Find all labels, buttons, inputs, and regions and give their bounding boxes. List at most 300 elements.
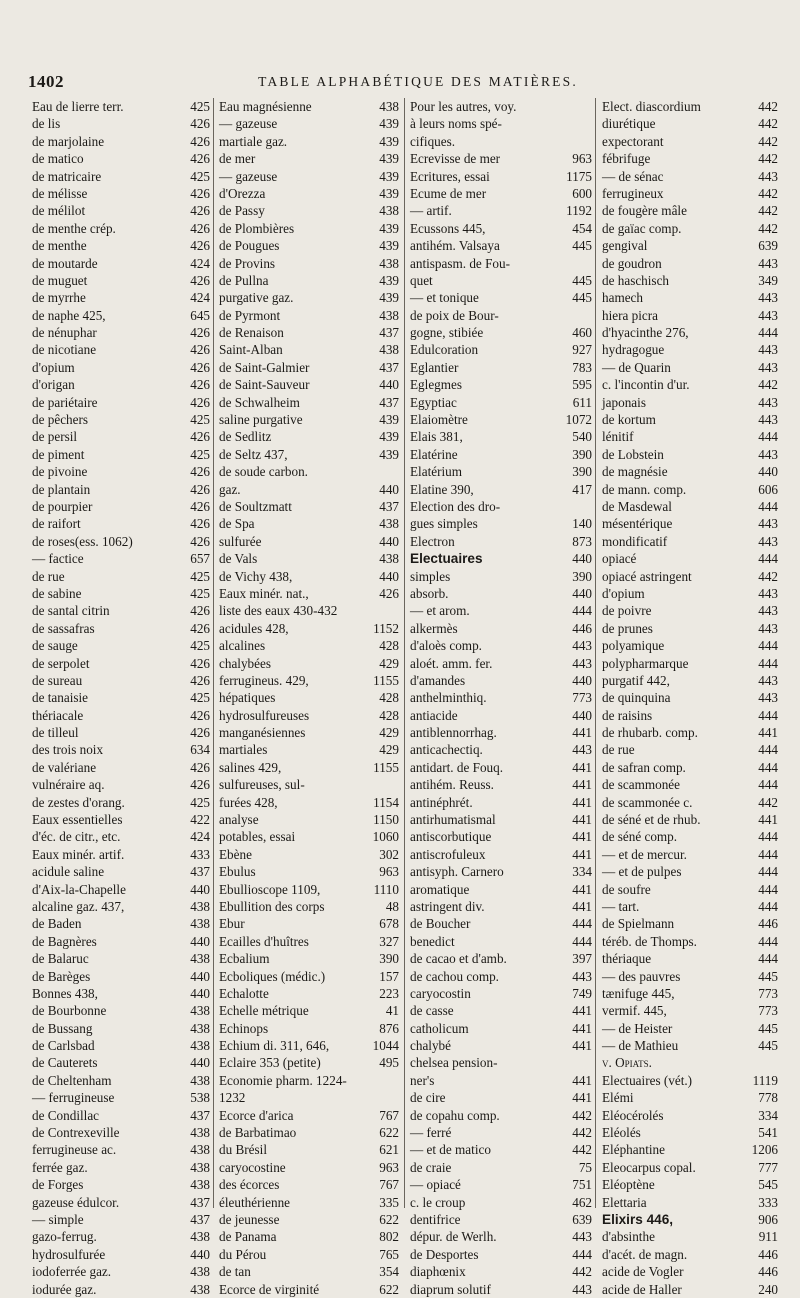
entry-page-ref: 445 — [572, 272, 592, 288]
entry-page-ref: 438 — [379, 342, 399, 358]
entry-term: de cacao et d'amb. — [410, 951, 507, 967]
entry-term: de pêchers — [32, 412, 89, 428]
entry-page-ref: 495 — [379, 1055, 399, 1071]
entry-page-ref: 397 — [572, 951, 592, 967]
index-entry — [219, 776, 399, 793]
index-entry — [602, 637, 778, 654]
index-entry — [602, 202, 778, 219]
entry-term: de Forges — [32, 1177, 84, 1193]
entry-page-ref: 767 — [379, 1177, 399, 1193]
index-entry — [602, 1124, 778, 1141]
index-entry — [602, 1107, 778, 1124]
entry-page-ref: 444 — [758, 429, 778, 445]
entry-page-ref: 426 — [190, 394, 210, 410]
entry-page-ref: 444 — [758, 551, 778, 567]
entry-term: Eléoptène — [602, 1177, 655, 1193]
entry-page-ref: 438 — [190, 1038, 210, 1054]
entry-page-ref: 1155 — [373, 759, 399, 775]
index-entry — [219, 724, 399, 741]
index-entry — [410, 1246, 592, 1263]
index-entry — [219, 1176, 399, 1193]
entry-page-ref: 425 — [190, 168, 210, 184]
entry-page-ref: 429 — [379, 725, 399, 741]
index-entry — [32, 115, 210, 132]
entry-term: thériaque — [602, 951, 652, 967]
entry-term: absorb. — [410, 585, 449, 601]
index-entry — [32, 1211, 210, 1228]
entry-page-ref: 778 — [758, 1090, 778, 1106]
index-entry — [410, 324, 592, 341]
entry-term: de Vals — [219, 551, 258, 567]
entry-page-ref: 426 — [190, 777, 210, 793]
entry-term: Elais 381, — [410, 429, 463, 445]
entry-page-ref: 425 — [190, 99, 210, 114]
index-entry — [32, 881, 210, 898]
index-entry — [32, 602, 210, 619]
entry-term: Echalotte — [219, 985, 269, 1001]
entry-page-ref: 75 — [578, 1159, 592, 1175]
entry-term: d'absinthe — [602, 1229, 655, 1245]
entry-page-ref: 437 — [379, 325, 399, 341]
entry-page-ref: 439 — [379, 185, 399, 201]
index-entry — [219, 846, 399, 863]
entry-term: de pariétaire — [32, 394, 98, 410]
entry-page-ref: 426 — [190, 342, 210, 358]
entry-page-ref: 963 — [379, 864, 399, 880]
index-entry — [410, 846, 592, 863]
index-entry — [410, 237, 592, 254]
entry-page-ref: 438 — [190, 1003, 210, 1019]
index-entry — [602, 1159, 778, 1176]
entry-page-ref: 443 — [572, 1229, 592, 1245]
index-entry — [410, 568, 592, 585]
entry-page-ref: 335 — [379, 1194, 399, 1210]
entry-term: hydrosulfureuses — [219, 707, 310, 723]
entry-page-ref — [589, 255, 592, 272]
entry-term: de Bagnères — [32, 933, 97, 949]
index-entry — [602, 341, 778, 358]
entry-page-ref: 927 — [572, 342, 592, 358]
index-columns — [32, 98, 778, 1297]
index-entry — [602, 707, 778, 724]
entry-term: de Pullna — [219, 272, 269, 288]
entry-term: de Condillac — [32, 1107, 100, 1123]
entry-page-ref: 426 — [190, 725, 210, 741]
entry-page-ref: 437 — [190, 864, 210, 880]
index-entry — [602, 1176, 778, 1193]
entry-page-ref: 445 — [758, 1038, 778, 1054]
index-entry — [219, 498, 399, 515]
index-entry — [32, 533, 210, 550]
index-entry — [219, 863, 399, 880]
index-entry — [410, 168, 592, 185]
entry-term: — de Heister — [602, 1020, 673, 1036]
entry-term: Eglegmes — [410, 377, 463, 393]
index-entry — [219, 289, 399, 306]
entry-term: de soufre — [602, 881, 651, 897]
index-entry — [602, 324, 778, 341]
entry-term: Elaiomètre — [410, 412, 468, 428]
entry-page-ref: 963 — [379, 1159, 399, 1175]
index-entry — [32, 481, 210, 498]
entry-page-ref: 439 — [379, 220, 399, 236]
index-entry — [602, 376, 778, 393]
index-entry — [602, 950, 778, 967]
entry-page-ref: 442 — [758, 794, 778, 810]
index-entry — [32, 220, 210, 237]
index-entry — [32, 968, 210, 985]
entry-term: de quinquina — [602, 690, 671, 706]
entry-page-ref: 441 — [572, 829, 592, 845]
index-entry — [219, 220, 399, 237]
index-entry — [32, 150, 210, 167]
entry-term: — factice — [32, 551, 84, 567]
index-entry — [410, 1176, 592, 1193]
index-entry — [410, 794, 592, 811]
entry-page-ref: 439 — [379, 168, 399, 184]
index-entry — [410, 724, 592, 741]
index-entry — [219, 759, 399, 776]
index-entry — [219, 620, 399, 637]
index-entry — [410, 115, 592, 132]
entry-term: de Renaison — [219, 325, 284, 341]
entry-term: de valériane — [32, 759, 97, 775]
entry-page-ref: 462 — [572, 1194, 592, 1210]
entry-page-ref: 443 — [758, 342, 778, 358]
entry-page-ref: 444 — [758, 898, 778, 914]
index-entry — [32, 776, 210, 793]
index-entry — [410, 359, 592, 376]
entry-page-ref: 438 — [379, 516, 399, 532]
index-entry — [32, 272, 210, 289]
index-entry — [410, 376, 592, 393]
entry-page-ref: 426 — [190, 220, 210, 236]
entry-page-ref: 1154 — [373, 794, 399, 810]
entry-page-ref: 444 — [758, 759, 778, 775]
index-entry — [410, 985, 592, 1002]
entry-term: — et tonique — [410, 290, 479, 306]
index-entry — [602, 741, 778, 758]
entry-term: d'aloès comp. — [410, 638, 482, 654]
entry-term: Ecorce d'arica — [219, 1107, 294, 1123]
index-entry — [410, 185, 592, 202]
index-entry — [602, 724, 778, 741]
index-entry — [32, 255, 210, 272]
index-entry — [32, 341, 210, 358]
entry-term: de scammonée c. — [602, 794, 693, 810]
entry-page-ref: 442 — [758, 116, 778, 132]
entry-term: du Pérou — [219, 1246, 267, 1262]
index-entry — [602, 620, 778, 637]
entry-page-ref: 48 — [385, 898, 399, 914]
entry-page-ref: 441 — [572, 759, 592, 775]
index-entry — [32, 1141, 210, 1158]
entry-page-ref: 444 — [758, 881, 778, 897]
entry-term: de Saint-Galmier — [219, 359, 310, 375]
entry-page-ref: 440 — [758, 464, 778, 480]
entry-page-ref: 443 — [758, 585, 778, 601]
entry-term: antiscrofuleux — [410, 846, 486, 862]
index-entry — [32, 307, 210, 324]
entry-term: analyse — [219, 812, 259, 828]
entry-term: diurétique — [602, 116, 656, 132]
entry-page-ref: 767 — [379, 1107, 399, 1123]
entry-term: antihém. Valsaya — [410, 238, 500, 254]
entry-page-ref: 426 — [190, 707, 210, 723]
entry-term: — tart. — [602, 898, 640, 914]
entry-term: gazeuse édulcor. — [32, 1194, 120, 1210]
entry-term: gues simples — [410, 516, 478, 532]
entry-term: ferrugineuse ac. — [32, 1142, 117, 1158]
index-entry — [602, 881, 778, 898]
entry-page-ref — [589, 98, 592, 115]
index-entry — [32, 933, 210, 950]
entry-page-ref: 426 — [190, 464, 210, 480]
entry-page-ref: 443 — [758, 672, 778, 688]
index-entry — [219, 568, 399, 585]
entry-page-ref: 1192 — [566, 203, 592, 219]
index-entry — [410, 1037, 592, 1054]
entry-page-ref: 426 — [190, 377, 210, 393]
index-entry — [32, 1054, 210, 1071]
entry-page-ref — [589, 498, 592, 515]
entry-page-ref: 426 — [190, 672, 210, 688]
entry-term: saline purgative — [219, 412, 303, 428]
entry-term: de tanaisie — [32, 690, 89, 706]
entry-page-ref: 446 — [572, 620, 592, 636]
index-entry — [602, 846, 778, 863]
entry-term: de persil — [32, 429, 78, 445]
entry-term: de Pyrmont — [219, 307, 281, 323]
index-entry — [410, 828, 592, 845]
entry-page-ref: 443 — [572, 968, 592, 984]
entry-term: Ecrevisse de mer — [410, 151, 501, 167]
index-entry — [219, 828, 399, 845]
entry-page-ref: 545 — [758, 1177, 778, 1193]
index-entry — [602, 515, 778, 532]
entry-term: de Masdewal — [602, 498, 672, 514]
entry-page-ref: 443 — [758, 620, 778, 636]
index-entry — [219, 1141, 399, 1158]
entry-page-ref: 439 — [379, 272, 399, 288]
entry-term: iodoferrée gaz. — [32, 1264, 112, 1280]
entry-term: Ebullition des corps — [219, 898, 325, 914]
index-entry — [410, 637, 592, 654]
entry-page-ref: 442 — [572, 1142, 592, 1158]
index-entry — [602, 1228, 778, 1245]
entry-term: antirhumatismal — [410, 812, 496, 828]
entry-page-ref: 442 — [758, 151, 778, 167]
entry-page-ref: 140 — [572, 516, 592, 532]
entry-page-ref — [396, 1072, 399, 1089]
entry-term: antinéphrét. — [410, 794, 473, 810]
entry-term: de soude carbon. — [219, 464, 308, 480]
entry-page-ref: 621 — [379, 1142, 399, 1158]
entry-page-ref: 678 — [379, 916, 399, 932]
index-entry — [32, 376, 210, 393]
entry-page-ref: 429 — [379, 655, 399, 671]
index-entry — [219, 1054, 399, 1071]
entry-term: Eleocarpus copal. — [602, 1159, 696, 1175]
entry-page-ref: 441 — [572, 898, 592, 914]
entry-page-ref: 645 — [190, 307, 210, 323]
entry-term: Election des dro- — [410, 498, 501, 514]
index-entry — [602, 1141, 778, 1158]
index-entry — [219, 324, 399, 341]
index-entry — [602, 863, 778, 880]
entry-page-ref: 443 — [758, 412, 778, 428]
entry-term: caryocostine — [219, 1159, 286, 1175]
entry-term: de mélisse — [32, 185, 88, 201]
entry-term: de matricaire — [32, 168, 102, 184]
entry-page-ref: 438 — [379, 255, 399, 271]
entry-page-ref: 439 — [379, 133, 399, 149]
entry-page-ref: 439 — [379, 116, 399, 132]
entry-page-ref: 426 — [190, 533, 210, 549]
entry-term: de Bussang — [32, 1020, 93, 1036]
entry-page-ref: 1044 — [372, 1038, 399, 1054]
entry-term: Elatérine — [410, 446, 458, 462]
entry-page-ref: 876 — [379, 1020, 399, 1036]
entry-page-ref: 425 — [190, 638, 210, 654]
entry-page-ref: 442 — [758, 568, 778, 584]
index-entry — [32, 428, 210, 445]
entry-page-ref: 749 — [572, 985, 592, 1001]
entry-page-ref: 443 — [758, 533, 778, 549]
entry-term: Elixirs 446, — [602, 1212, 674, 1227]
index-entry — [602, 689, 778, 706]
index-entry — [219, 533, 399, 550]
index-entry — [219, 446, 399, 463]
entry-page-ref: 424 — [190, 290, 210, 306]
index-entry — [32, 1072, 210, 1089]
entry-term: Echelle métrique — [219, 1003, 309, 1019]
index-entry — [410, 341, 592, 358]
entry-term: de Contrexeville — [32, 1125, 120, 1141]
index-entry — [602, 1072, 778, 1089]
index-column-2 — [219, 98, 399, 1297]
entry-page-ref: 440 — [190, 1055, 210, 1071]
entry-page-ref — [396, 463, 399, 480]
index-entry — [410, 1124, 592, 1141]
entry-page-ref: 440 — [379, 568, 399, 584]
index-entry — [602, 655, 778, 672]
index-entry — [219, 428, 399, 445]
entry-term: ferrugineus. 429, — [219, 672, 309, 688]
index-entry — [32, 185, 210, 202]
index-entry — [410, 1089, 592, 1106]
entry-term: acidule saline — [32, 864, 105, 880]
entry-term: de Passy — [219, 203, 265, 219]
entry-term: de séné et de rhub. — [602, 812, 701, 828]
entry-page-ref — [396, 602, 399, 619]
index-entry — [410, 272, 592, 289]
page-number: 1402 — [28, 72, 64, 91]
entry-page-ref: 433 — [190, 846, 210, 862]
index-entry — [410, 741, 592, 758]
entry-term: Economie pharm. 1224- — [219, 1072, 347, 1088]
entry-page-ref: 443 — [572, 638, 592, 654]
index-entry — [32, 1281, 210, 1298]
entry-term: Ecritures, essai — [410, 168, 490, 184]
entry-page-ref: 426 — [190, 151, 210, 167]
entry-term: Eléocérolés — [602, 1107, 664, 1123]
entry-term: de poivre — [602, 603, 652, 619]
entry-page-ref: 440 — [572, 551, 592, 567]
entry-page-ref: 438 — [190, 898, 210, 914]
index-entry — [602, 550, 778, 567]
entry-page-ref: 426 — [190, 481, 210, 497]
entry-term: mondificatif — [602, 533, 668, 549]
entry-term: dentifrice — [410, 1212, 461, 1227]
entry-page-ref: 963 — [572, 151, 592, 167]
entry-page-ref: 426 — [190, 238, 210, 254]
index-entry — [219, 481, 399, 498]
entry-page-ref: 444 — [572, 1246, 592, 1262]
entry-term: liste des eaux 430-432 — [219, 603, 338, 619]
index-entry — [602, 985, 778, 1002]
entry-page-ref: 390 — [572, 568, 592, 584]
entry-page-ref: 438 — [190, 916, 210, 932]
entry-term: tænifuge 445, — [602, 985, 675, 1001]
entry-term: expectorant — [602, 133, 664, 149]
entry-page-ref: 438 — [190, 1072, 210, 1088]
entry-term: antiscorbutique — [410, 829, 492, 845]
entry-term: de serpolet — [32, 655, 90, 671]
page-header — [28, 72, 772, 92]
entry-page-ref: 444 — [572, 933, 592, 949]
entry-page-ref: 538 — [190, 1090, 210, 1106]
entry-term: ferrugineux — [602, 185, 664, 201]
entry-term: de séné comp. — [602, 829, 678, 845]
entry-page-ref: 443 — [572, 1281, 592, 1297]
index-entry — [410, 446, 592, 463]
entry-term: diaphœnix — [410, 1264, 466, 1280]
entry-page-ref: 444 — [758, 638, 778, 654]
entry-page-ref: 445 — [572, 290, 592, 306]
entry-page-ref: 438 — [190, 1281, 210, 1297]
entry-term: Eau de lierre terr. — [32, 99, 124, 114]
entry-term: d'hyacinthe 276, — [602, 325, 689, 341]
index-entry — [219, 1211, 399, 1228]
entry-page-ref: 1206 — [751, 1142, 778, 1158]
entry-term: Electuaires (vét.) — [602, 1072, 693, 1088]
entry-term: Ecbalium — [219, 951, 270, 967]
entry-page-ref: 751 — [572, 1177, 592, 1193]
entry-page-ref: 454 — [572, 220, 592, 236]
entry-term: de jeunesse — [219, 1212, 280, 1227]
entry-term: antisyph. Carnero — [410, 864, 504, 880]
index-entry — [219, 150, 399, 167]
entry-term: Echinops — [219, 1020, 269, 1036]
index-entry — [32, 846, 210, 863]
entry-page-ref: 390 — [572, 464, 592, 480]
index-entry — [602, 602, 778, 619]
index-entry — [32, 655, 210, 672]
index-entry — [410, 150, 592, 167]
entry-page-ref: 783 — [572, 359, 592, 375]
entry-page-ref: 437 — [379, 394, 399, 410]
entry-term: d'éc. de citr., etc. — [32, 829, 121, 845]
index-entry — [602, 968, 778, 985]
index-entry — [602, 1281, 778, 1298]
entry-term: purgative gaz. — [219, 290, 294, 306]
index-entry — [219, 1037, 399, 1054]
entry-term: de Cheltenham — [32, 1072, 112, 1088]
entry-page-ref: 425 — [190, 794, 210, 810]
entry-page-ref: 639 — [572, 1212, 592, 1227]
entry-page-ref: 440 — [379, 533, 399, 549]
